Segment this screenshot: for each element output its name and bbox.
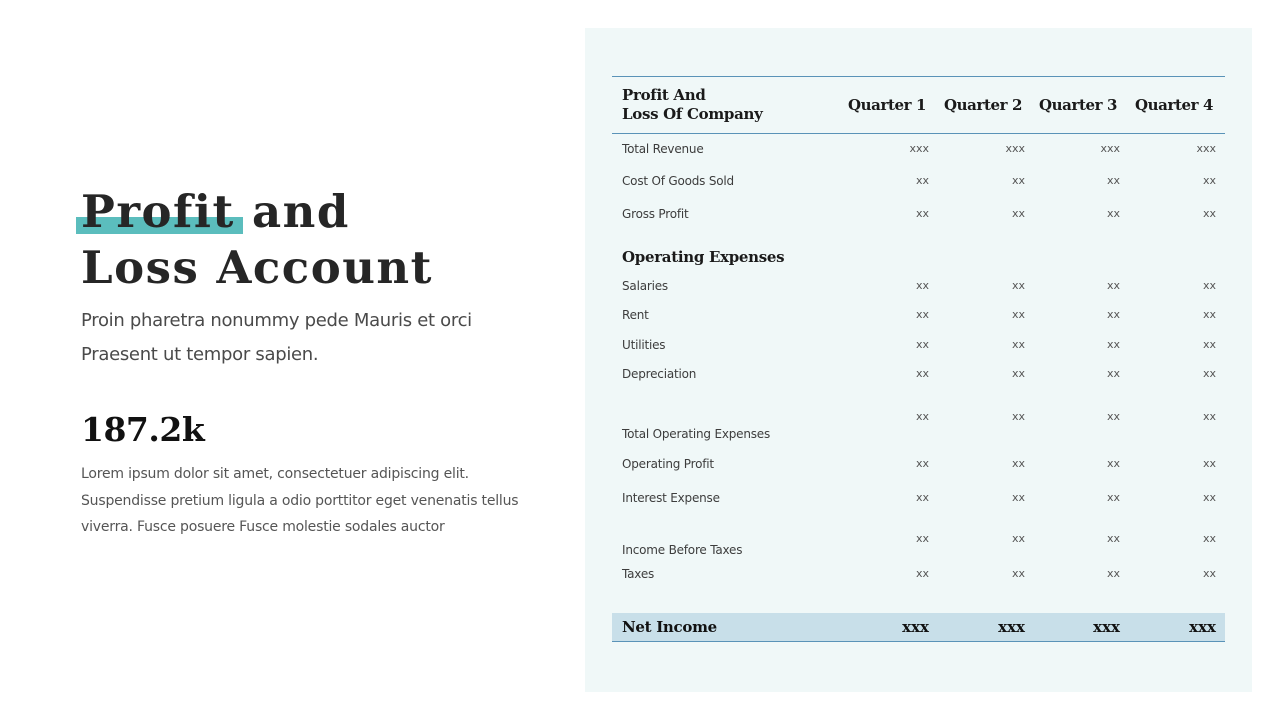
row-value-q3: xx xyxy=(1106,308,1120,321)
row-label: Operating Profit xyxy=(622,457,714,471)
table-header-title: Profit And Loss Of Company xyxy=(622,86,763,123)
row-value-q1: xx xyxy=(915,338,929,351)
title-line-2: Loss Account xyxy=(81,241,433,294)
stat-value: 187.2k xyxy=(81,410,205,449)
slide-title xyxy=(81,184,433,296)
row-label: Gross Profit xyxy=(622,207,689,221)
row-value-q3: xx xyxy=(1106,491,1120,504)
row-value-q3: xx xyxy=(1106,174,1120,187)
row-value-q2: xx xyxy=(1011,532,1025,545)
row-value-q2: xx xyxy=(1011,491,1025,504)
row-value-q2: xx xyxy=(1011,567,1025,580)
net-income-q1: xxx xyxy=(902,618,929,636)
row-value-q4: xx xyxy=(1202,174,1216,187)
row-value-q3: xx xyxy=(1106,532,1120,545)
row-value-q1: xx xyxy=(915,308,929,321)
header-quarter-3: Quarter 3 xyxy=(1038,96,1118,114)
row-value-q4: xx xyxy=(1202,532,1216,545)
row-value-q4: xx xyxy=(1202,207,1216,220)
row-value-q1: xx xyxy=(915,367,929,380)
row-value-q4: xx xyxy=(1202,338,1216,351)
header-quarter-2: Quarter 2 xyxy=(943,96,1023,114)
table-header-rule xyxy=(612,133,1225,134)
row-value-q2: xx xyxy=(1011,457,1025,470)
row-label: Rent xyxy=(622,308,649,322)
row-value-q2: xx xyxy=(1011,338,1025,351)
row-value-q4: xx xyxy=(1202,279,1216,292)
row-label: Salaries xyxy=(622,279,668,293)
row-value-q3: xx xyxy=(1106,410,1120,423)
net-income-label: Net Income xyxy=(622,618,717,636)
row-value-q4: xx xyxy=(1202,567,1216,580)
row-label: Utilities xyxy=(622,338,666,352)
title-highlight: Profit xyxy=(81,185,235,238)
row-label: Total Revenue xyxy=(622,142,704,156)
row-value-q1: xx xyxy=(915,532,929,545)
row-value-q1: xx xyxy=(915,410,929,423)
row-value-q3: xx xyxy=(1106,207,1120,220)
row-value-q2: xx xyxy=(1011,410,1025,423)
row-value-q4: xx xyxy=(1202,308,1216,321)
row-label: Income Before Taxes xyxy=(622,543,743,557)
row-value-q4: xx xyxy=(1202,367,1216,380)
row-value-q3: xx xyxy=(1106,567,1120,580)
row-label: Cost Of Goods Sold xyxy=(622,174,734,188)
row-value-q3: xxx xyxy=(1100,142,1120,155)
row-value-q2: xx xyxy=(1011,174,1025,187)
row-value-q2: xx xyxy=(1011,308,1025,321)
row-label: Depreciation xyxy=(622,367,697,381)
row-value-q1: xx xyxy=(915,567,929,580)
row-label: Total Operating Expenses xyxy=(622,427,771,441)
row-value-q4: xxx xyxy=(1196,142,1216,155)
row-value-q2: xx xyxy=(1011,367,1025,380)
row-label: Interest Expense xyxy=(622,491,720,505)
row-value-q3: xx xyxy=(1106,279,1120,292)
row-value-q2: xx xyxy=(1011,207,1025,220)
row-value-q1: xx xyxy=(915,457,929,470)
row-value-q1: xxx xyxy=(909,142,929,155)
row-value-q1: xx xyxy=(915,207,929,220)
row-label: Taxes xyxy=(622,567,655,581)
title-line-1-rest: and xyxy=(234,185,350,238)
net-income-q4: xxx xyxy=(1189,618,1216,636)
net-income-q2: xxx xyxy=(998,618,1025,636)
row-value-q3: xx xyxy=(1106,457,1120,470)
net-income-q3: xxx xyxy=(1093,618,1120,636)
description: Lorem ipsum dolor sit amet, consectetuer adipiscing elit. Suspendisse pretium ligula a odio porttitor eget venenatis tellus viverra. Fusce posuere Fusce molestie sodales auctor xyxy=(81,466,519,535)
row-value-q4: xx xyxy=(1202,457,1216,470)
pl-table xyxy=(612,76,1225,643)
row-value-q4: xx xyxy=(1202,491,1216,504)
subtitle: Proin pharetra nonummy pede Mauris et orci Praesent ut tempor sapien. xyxy=(81,310,472,365)
row-value-q1: xx xyxy=(915,279,929,292)
row-value-q3: xx xyxy=(1106,367,1120,380)
row-value-q4: xx xyxy=(1202,410,1216,423)
header-quarter-4: Quarter 4 xyxy=(1134,96,1214,114)
header-quarter-1: Quarter 1 xyxy=(847,96,927,114)
row-value-q1: xx xyxy=(915,174,929,187)
section-operating-expenses: Operating Expenses xyxy=(622,248,785,266)
table-top-rule xyxy=(612,76,1225,77)
table-bottom-rule xyxy=(612,641,1225,642)
row-value-q2: xx xyxy=(1011,279,1025,292)
row-value-q2: xxx xyxy=(1005,142,1025,155)
row-value-q1: xx xyxy=(915,491,929,504)
title-line-1 xyxy=(81,184,433,240)
row-value-q3: xx xyxy=(1106,338,1120,351)
